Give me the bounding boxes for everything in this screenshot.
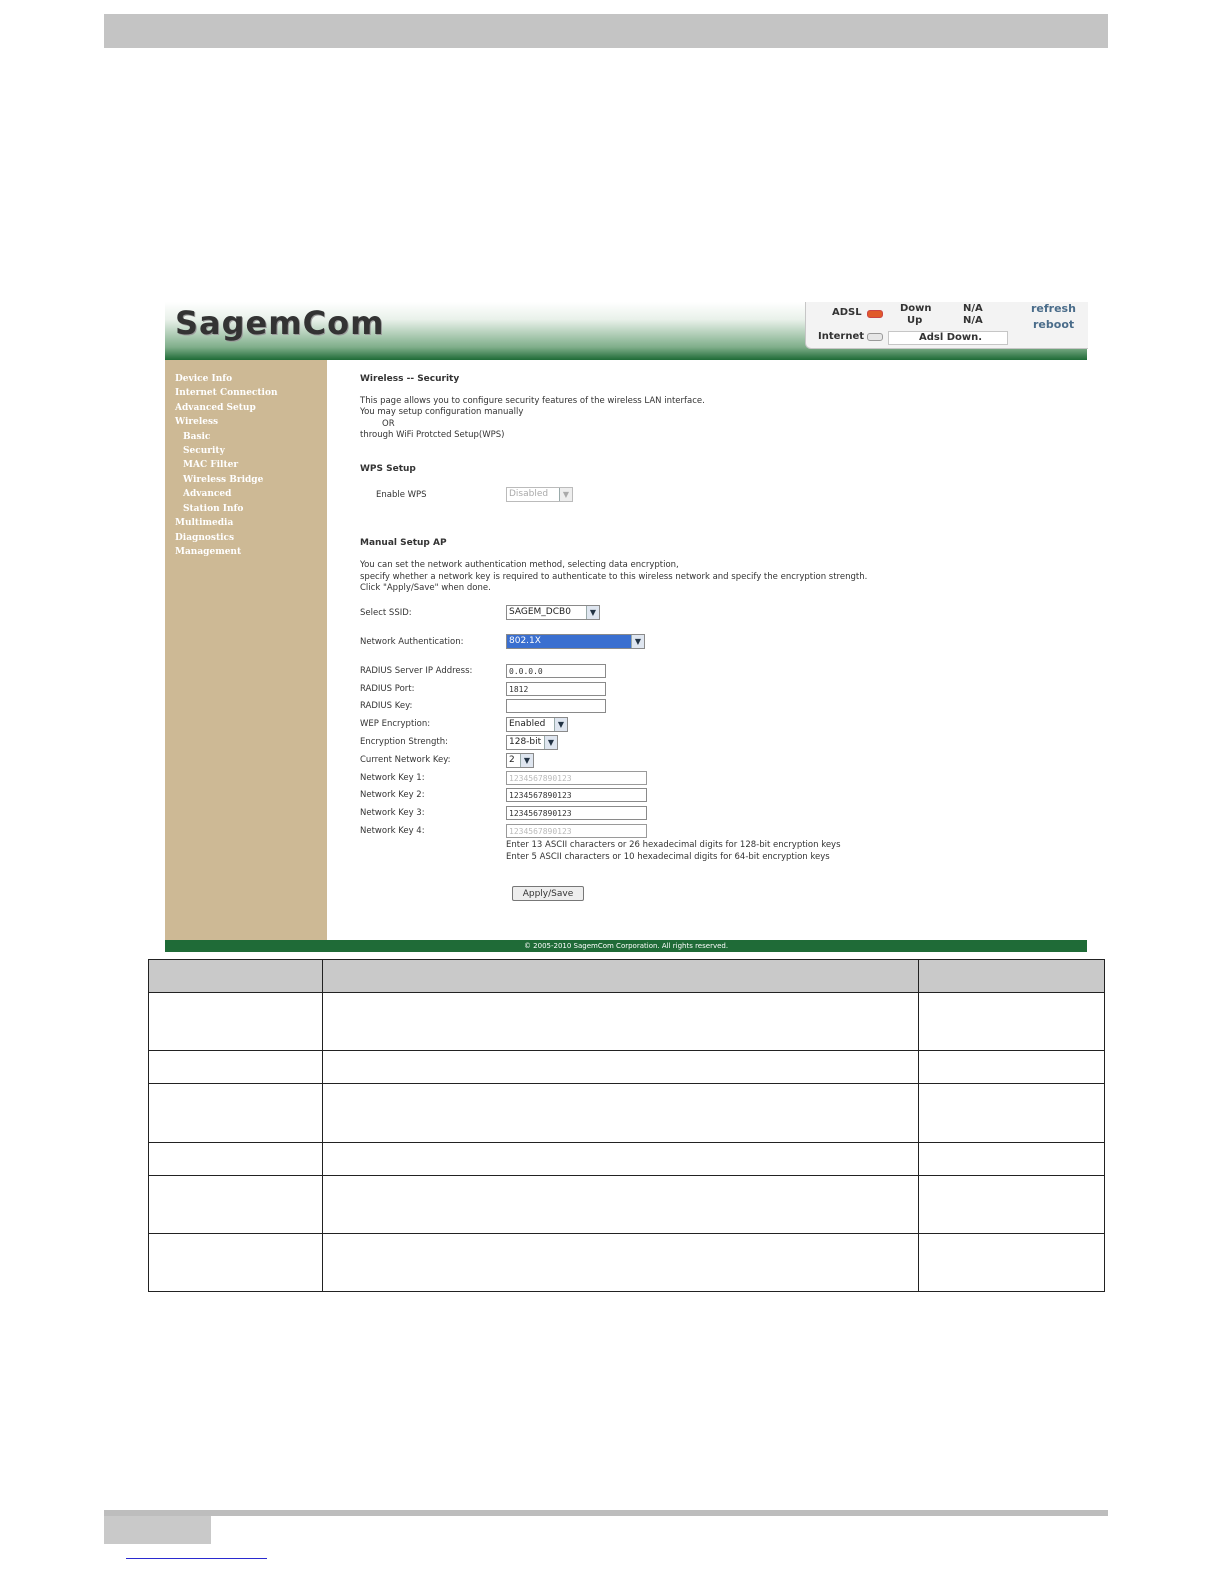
intro-line-2: You may setup configuration manually [360, 407, 524, 417]
network-auth-value: 802.1X [509, 636, 541, 646]
network-auth-select[interactable] [506, 634, 645, 649]
page-footer-rule [104, 1510, 1108, 1516]
table-cell [919, 1084, 1105, 1142]
table-cell [919, 993, 1105, 1051]
radius-ip-input[interactable]: 0.0.0.0 [506, 664, 606, 678]
table-cell [149, 1051, 323, 1084]
table-cell [149, 1175, 323, 1233]
chevron-down-icon: ▼ [544, 736, 557, 749]
manual-setup-heading: Manual Setup AP [360, 538, 447, 548]
sidebar-item-wireless-bridge[interactable]: Wireless Bridge [183, 475, 264, 485]
up-label: Up [907, 315, 923, 326]
enable-wps-label: Enable WPS [376, 490, 427, 500]
intro-line-1: This page allows you to configure security features of the wireless LAN interface. [360, 396, 705, 406]
internet-label: Internet [818, 331, 865, 342]
current-key-label: Current Network Key: [360, 755, 451, 765]
network-key-1-input[interactable]: 1234567890123 [506, 771, 647, 785]
page-header-bar [104, 14, 1108, 48]
adsl-led-icon [867, 310, 883, 318]
manual-desc-3: Click "Apply/Save" when done. [360, 583, 491, 593]
radius-key-input[interactable] [506, 699, 606, 713]
table-cell [323, 1175, 919, 1233]
sidebar-item-station-info[interactable]: Station Info [183, 504, 244, 514]
router-web-ui-screenshot [165, 302, 1087, 952]
network-key-2-input[interactable]: 1234567890123 [506, 788, 647, 802]
table-header-cell [149, 960, 323, 993]
page-number-tab [104, 1516, 211, 1544]
refresh-link[interactable]: refresh [1031, 302, 1076, 315]
adsl-state-box [888, 331, 1008, 345]
network-key-4-label: Network Key 4: [360, 826, 425, 836]
down-label: Down [900, 303, 932, 314]
network-key-4-input[interactable]: 1234567890123 [506, 824, 647, 838]
network-auth-label: Network Authentication: [360, 637, 464, 647]
page-title: Wireless -- Security [360, 374, 460, 384]
network-key-1-label: Network Key 1: [360, 773, 425, 783]
table-row [149, 1051, 1105, 1084]
table-cell [919, 1051, 1105, 1084]
enable-wps-value: Disabled [509, 489, 549, 499]
footer-link-underline[interactable] [126, 1558, 267, 1559]
encryption-strength-value: 128-bit [509, 737, 542, 747]
apply-save-button[interactable]: Apply/Save [512, 886, 584, 901]
table-cell [919, 1233, 1105, 1291]
table-row [149, 1233, 1105, 1291]
ssid-value: SAGEM_DCB0 [509, 607, 571, 617]
sidebar-nav [165, 360, 327, 940]
table-cell [149, 1142, 323, 1175]
table-row [149, 1142, 1105, 1175]
chevron-down-icon: ▼ [554, 718, 567, 731]
sidebar-item-management[interactable]: Management [175, 547, 242, 557]
key-hint-128: Enter 13 ASCII characters or 26 hexadecimal digits for 128-bit encryption keys [506, 840, 841, 850]
network-key-3-label: Network Key 3: [360, 808, 425, 818]
network-key-2-label: Network Key 2: [360, 790, 425, 800]
sidebar-item-security[interactable]: Security [183, 446, 225, 456]
down-rate: N/A [963, 303, 983, 314]
table-cell [919, 1175, 1105, 1233]
adsl-label: ADSL [832, 307, 862, 318]
main-content [327, 360, 1087, 940]
table-header-row [149, 960, 1105, 993]
intro-line-4: through WiFi Protcted Setup(WPS) [360, 430, 505, 440]
reboot-link[interactable]: reboot [1033, 318, 1075, 331]
wep-encryption-value: Enabled [509, 719, 546, 729]
table-cell [149, 1233, 323, 1291]
adsl-state: Adsl Down. [919, 332, 983, 343]
table-cell [323, 1142, 919, 1175]
enable-wps-select[interactable] [506, 487, 573, 502]
key-hint-64: Enter 5 ASCII characters or 10 hexadecimal digits for 64-bit encryption keys [506, 852, 830, 862]
ssid-label: Select SSID: [360, 608, 412, 618]
sidebar-item-internet-connection[interactable]: Internet Connection [175, 388, 278, 398]
wep-encryption-select[interactable] [506, 717, 568, 732]
chevron-down-icon: ▼ [559, 488, 572, 501]
connection-status-panel [805, 302, 1088, 349]
intro-line-3: OR [382, 419, 395, 429]
up-rate: N/A [963, 315, 983, 326]
wps-heading: WPS Setup [360, 464, 416, 474]
parameter-table [148, 959, 1105, 1292]
table-cell [323, 1233, 919, 1291]
internet-led-icon [867, 333, 883, 341]
table-cell [323, 993, 919, 1051]
radius-port-input[interactable]: 1812 [506, 682, 606, 696]
table-header-cell [323, 960, 919, 993]
table-cell [919, 1142, 1105, 1175]
table-row [149, 1175, 1105, 1233]
table-cell [149, 993, 323, 1051]
network-key-3-input[interactable]: 1234567890123 [506, 806, 647, 820]
footer-copyright: © 2005-2010 SagemCom Corporation. All rights reserved. [165, 940, 1087, 952]
sidebar-item-device-info[interactable]: Device Info [175, 374, 233, 384]
radius-ip-label: RADIUS Server IP Address: [360, 666, 473, 676]
chevron-down-icon: ▼ [586, 606, 599, 619]
radius-key-label: RADIUS Key: [360, 701, 413, 711]
sidebar-item-diagnostics[interactable]: Diagnostics [175, 533, 235, 543]
table-cell [323, 1051, 919, 1084]
sidebar-item-advanced-setup[interactable]: Advanced Setup [175, 403, 256, 413]
sidebar-item-advanced[interactable]: Advanced [183, 489, 232, 499]
sidebar-item-multimedia[interactable]: Multimedia [175, 518, 234, 528]
table-header-cell [919, 960, 1105, 993]
sagemcom-logo: SagemCom [175, 304, 385, 342]
current-key-select[interactable] [506, 753, 534, 768]
encryption-strength-label: Encryption Strength: [360, 737, 448, 747]
current-key-value: 2 [509, 755, 515, 765]
manual-desc-2: specify whether a network key is required to authenticate to this wireless network and specify the encryption strength. [360, 572, 868, 582]
header-banner [165, 302, 1087, 360]
sidebar-item-wireless[interactable]: Wireless [175, 417, 219, 427]
chevron-down-icon: ▼ [520, 754, 533, 767]
radius-port-label: RADIUS Port: [360, 684, 415, 694]
encryption-strength-select[interactable] [506, 735, 558, 750]
table-cell [323, 1084, 919, 1142]
ssid-select[interactable] [506, 605, 600, 620]
manual-desc-1: You can set the network authentication method, selecting data encryption, [360, 560, 679, 570]
sidebar-item-basic[interactable]: Basic [183, 432, 211, 442]
table-row [149, 1084, 1105, 1142]
sidebar-item-mac-filter[interactable]: MAC Filter [183, 460, 239, 470]
wep-encryption-label: WEP Encryption: [360, 719, 431, 729]
table-row [149, 993, 1105, 1051]
table-cell [149, 1084, 323, 1142]
chevron-down-icon: ▼ [631, 635, 644, 648]
